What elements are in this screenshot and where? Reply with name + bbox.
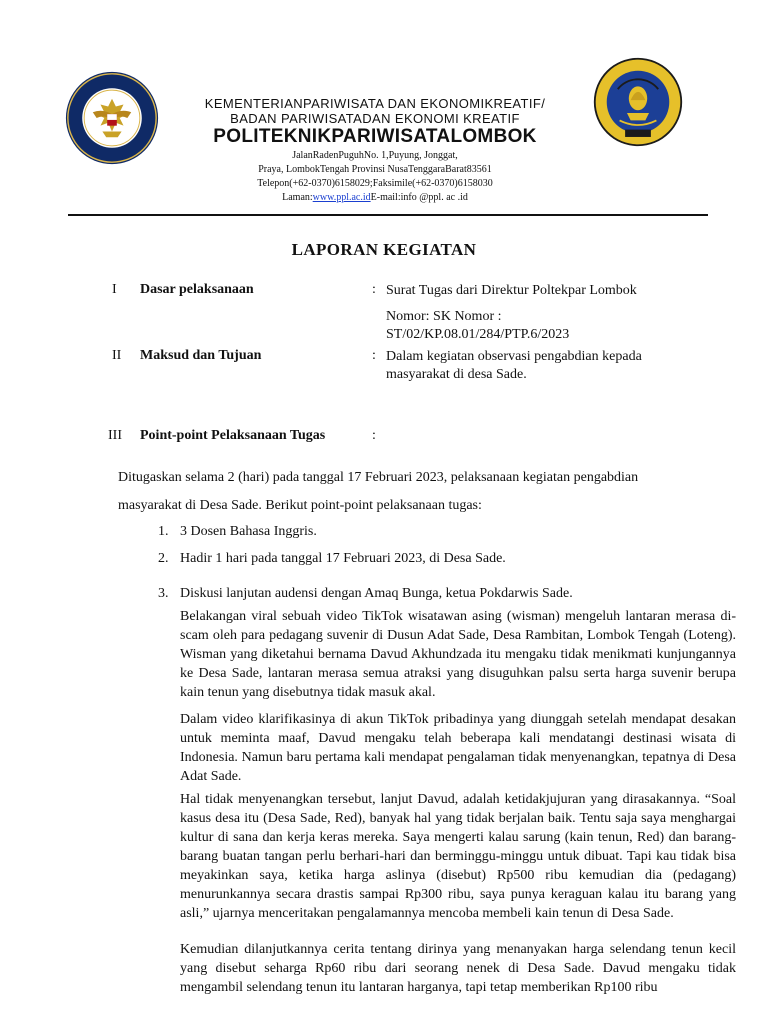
intro-line-1: Ditugaskan selama 2 (hari) pada tanggal 17 Februari 2023, pelaksanaan kegiatan pengabdian (118, 470, 639, 485)
section-1-number: I (112, 282, 117, 297)
web-email-line (170, 191, 580, 205)
web-prefix: Laman: (282, 192, 313, 203)
paragraph-1: Belakangan viral sebuah video TikTok wisatawan asing (wisman) mengeluh lantaran merasa di-scam oleh para pedagang suvenir di Dusun Adat Sade, Desa Rambitan, Lombok Tengah (Loteng). Wisman yang diketahui bernama Davud Akhundzada itu mengaku tidak menikmati kunjungannya ke Desa Sade, lantaran merasa semua atraksi yang disuguhkan palsu serta harga suvenir berupa kain tenun yang disebutnya tidak masuk akal. (180, 609, 736, 700)
section-1-value-1: Surat Tugas dari Direktur Poltekpar Lombok (386, 283, 637, 298)
list-item-3-text: Diskusi lanjutan audensi dengan Amaq Bunga, ketua Pokdarwis Sade. (180, 586, 573, 601)
letterhead-ministry: KEMENTERIANPARIWISATA DAN EKONOMIKREATIF/ (204, 96, 546, 111)
list-item-2-text: Hadir 1 hari pada tanggal 17 Februari 2023, di Desa Sade. (180, 551, 506, 566)
list-item-3-number: 3. (158, 586, 169, 601)
intro-line-2: masyarakat di Desa Sade. Berikut point-point pelaksanaan tugas: (118, 498, 482, 513)
letterhead-divider (68, 214, 708, 216)
website-link[interactable]: www.ppl.ac.id (312, 192, 371, 203)
paragraph-2: Dalam video klarifikasinya di akun TikTok pribadinya yang diunggah setelah mendapat desakan untuk meminta maaf, Davud mengaku telah beberapa kali mendatangi destinasi wisata di Indonesia. Namun baru pertama kali mendapat pengalaman tidak menyenangkan, tepatnya di Desa Adat Sade. (180, 712, 736, 784)
section-1-colon: : (372, 282, 376, 297)
section-1-value-2: Nomor: SK Nomor : (386, 309, 502, 324)
letterhead (170, 96, 580, 205)
section-3-number: III (108, 428, 122, 443)
section-3-label: Point-point Pelaksanaan Tugas (140, 428, 326, 443)
list-item-1-number: 1. (158, 524, 169, 539)
section-2-value-1: Dalam kegiatan observasi pengabdian kepada (386, 349, 642, 364)
ministry-seal-logo (64, 70, 160, 166)
paragraph-3: Hal tidak menyenangkan tersebut, lanjut Davud, adalah ketidakjujuran yang dirasakannya. “Soal kasus desa itu (Desa Sade, Red), banyak hal yang tidak berjalan baik. Tentu saja saya menghargai kultur di sana dan kerja keras mereka. Saya mengerti kalau sarung (kain tenun, Red) dan barang-barang buatan tangan perlu berhari-hari dan berminggu-minggu untuk dibuat. Tapi kau tidak bisa meyakinkan saya, ketika harga aslinya (disebut) Rp500 ribu kemudian dia (pedagang) menurunkannya secara drastis sampai Rp300 ribu, saya punya keraguan kalau itu barang yang asli,” ujarnya menceritakan pengalamannya mencoba membeli kain tenun di Desa Sade. (180, 792, 736, 921)
email-text: E-mail:info @ppl. ac .id (370, 192, 468, 203)
paragraph-4: Kemudian dilanjutkannya cerita tentang dirinya yang menanyakan harga selendang tenun kecil yang disebut seharga Rp60 ribu dari seorang nenek di Desa Sade. Davud mengaku tidak mengambil selendang tenun itu lantaran harganya, tapi tetap memberikan Rp100 ribu (180, 942, 736, 995)
letterhead-address (170, 149, 580, 205)
section-2-number: II (112, 348, 122, 363)
section-2-value-2: masyarakat di desa Sade. (386, 367, 527, 382)
document-title: LAPORAN KEGIATAN (291, 240, 477, 259)
address-line-2: Praya, LombokTengah Provinsi NusaTenggaraBarat83561 (258, 164, 492, 175)
section-1-value-3: ST/02/KP.08.01/284/PTP.6/2023 (386, 327, 570, 342)
section-2-label: Maksud dan Tujuan (140, 348, 262, 363)
section-1-label: Dasar pelaksanaan (140, 282, 254, 297)
polytechnic-logo (592, 56, 684, 148)
section-3-colon: : (372, 428, 376, 443)
letterhead-agency: BADAN PARIWISATADAN EKONOMI KREATIF (230, 111, 520, 126)
address-line-1: JalanRadenPuguhNo. 1,Puyung, Jonggat, (292, 150, 458, 161)
phone-fax-line: Telepon(+62-0370)6158029;Faksimile(+62-0370)6158030 (257, 178, 493, 189)
list-item-2-number: 2. (158, 551, 169, 566)
list-item-1-text: 3 Dosen Bahasa Inggris. (180, 524, 317, 539)
section-2-colon: : (372, 348, 376, 363)
letterhead-institution: POLITEKNIKPARIWISATALOMBOK (213, 126, 537, 147)
